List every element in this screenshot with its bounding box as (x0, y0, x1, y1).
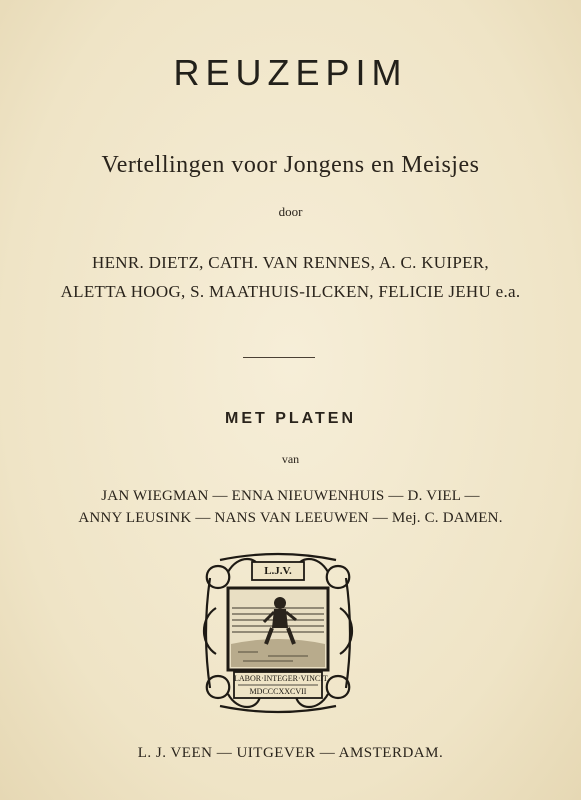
divider-rule (243, 357, 315, 358)
plates-by-word: van (281, 452, 300, 466)
book-title: REUZEPIM (173, 52, 408, 93)
emblem-monogram: L.J.V. (264, 565, 292, 577)
publisher-line: L. J. VEEN — UITGEVER — AMSTERDAM. (137, 745, 444, 761)
by-word: door (278, 204, 303, 219)
publisher-emblem-icon (198, 548, 358, 718)
emblem-year: MDCCCXXCVII (249, 687, 307, 696)
illustrators-line-1: JAN WIEGMAN — ENNA NIEUWENHUIS — D. VIEL — (101, 488, 480, 504)
book-subtitle: Vertellingen voor Jongens en Meisjes (101, 152, 480, 178)
authors-line-1: HENR. DIETZ, CATH. VAN RENNES, A. C. KUIPER, (92, 253, 489, 272)
illustrators-line-2: ANNY LEUSINK — NANS VAN LEEUWEN — Mej. C. DAMEN. (78, 510, 503, 526)
plates-heading: MET PLATEN (224, 410, 357, 427)
emblem-motto: LABOR·INTEGER·VINCIT (234, 674, 328, 683)
authors-line-2: ALETTA HOOG, S. MAATHUIS-ILCKEN, FELICIE JEHU e.a. (60, 282, 521, 301)
